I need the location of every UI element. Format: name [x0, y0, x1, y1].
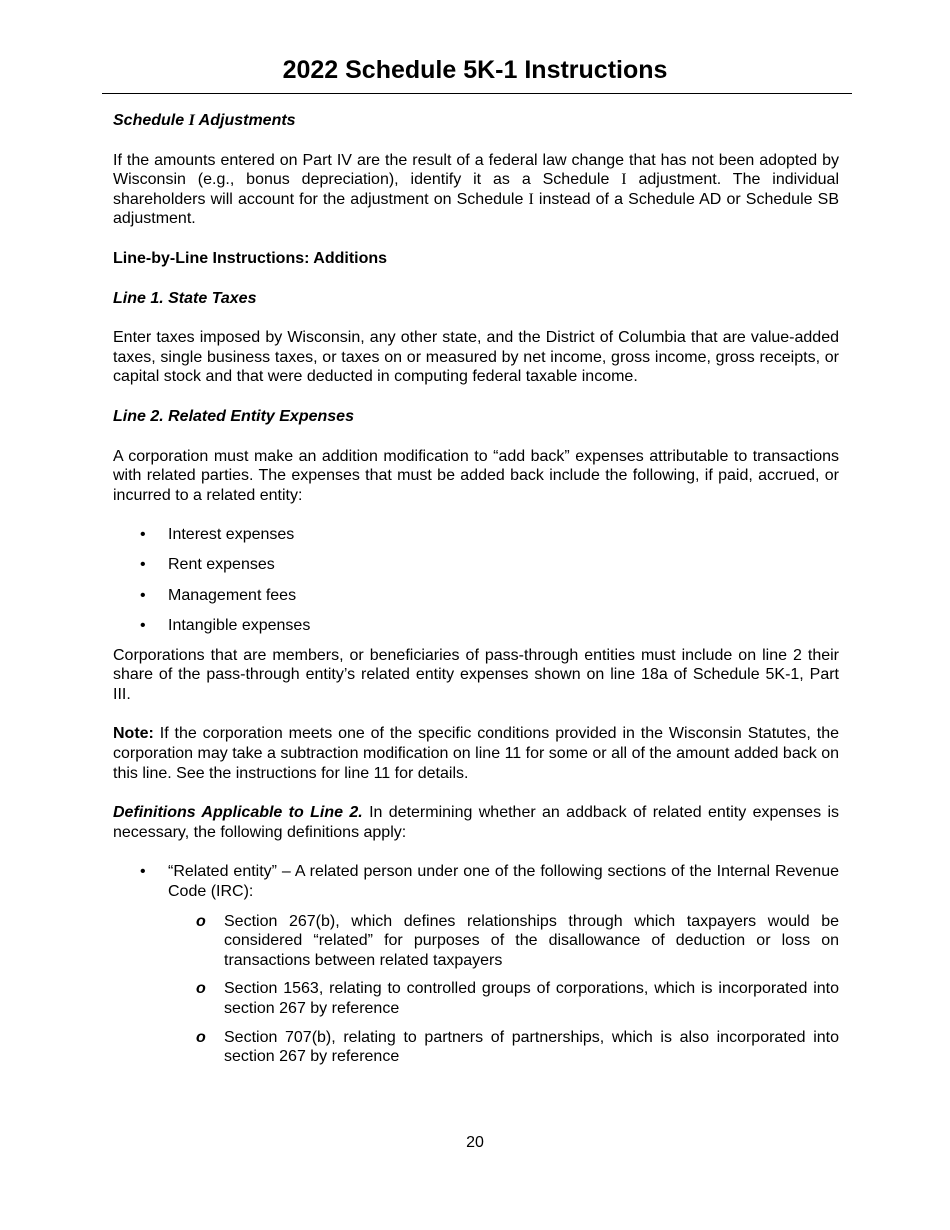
circle-bullet-icon: o [196, 980, 206, 998]
irc-section-list [168, 912, 839, 1067]
line2-heading: Line 2. Related Entity Expenses [113, 407, 354, 425]
bullet-icon: • [140, 526, 146, 544]
list-item: • Rent expenses [140, 556, 275, 574]
document-body [113, 111, 839, 1076]
expense-list [113, 525, 839, 635]
list-item: o Section 267(b), which defines relationships through which taxpayers would be considered “related” for purposes of the disallowance of deduction or loss on transactions between related taxpayers [196, 912, 839, 969]
line2-intro-paragraph: A corporation must make an addition modification to “add back” expenses attributable to transactions with related parties. The expenses that must be added back include the following, if paid, accrued, or incurred to a related entity: [113, 447, 839, 504]
definitions-label: Definitions Applicable to Line 2. [113, 804, 363, 822]
list-item: o Section 1563, relating to controlled groups of corporations, which is incorporated into section 267 by reference [196, 980, 839, 1017]
note-paragraph: Note: If the corporation meets one of the specific conditions provided in the Wisconsin Statutes, the corporation may take a subtraction modification on line 11 for some or all of the amount added back on this line. See the instructions for line 11 for details. [113, 725, 839, 782]
bullet-icon: • [140, 863, 146, 881]
bullet-icon: • [140, 556, 146, 574]
schedule-i-paragraph: If the amounts entered on Part IV are the result of a federal law change that has not been adopted by Wisconsin (e.g., bonus depreciation), identify it as a Schedule I adjustment. The individual shareholders will account for the adjustment on Schedule I instead of a Schedule AD or Schedule SB adjustment. [113, 151, 839, 228]
page-number: 20 [466, 1134, 484, 1151]
members-paragraph: Corporations that are members, or beneficiaries of pass-through entities must include on line 2 their share of the pass-through entity’s related entity expenses shown on line 18a of Schedule 5K-1, Part III. [113, 646, 839, 703]
list-item: • Intangible expenses [140, 616, 311, 634]
definitions-list [113, 862, 839, 1066]
header-rule [102, 93, 852, 94]
page-title: 2022 Schedule 5K-1 Instructions [282, 56, 668, 84]
definitions-paragraph: Definitions Applicable to Line 2. In determining whether an addback of related entity expenses is necessary, the following definitions apply: [113, 804, 839, 841]
list-item: • Interest expenses [140, 526, 295, 544]
circle-bullet-icon: o [196, 1028, 206, 1046]
note-label: Note: [113, 725, 154, 743]
related-entity-definition: “Related entity” – A related person under one of the following sections of the Internal Revenue Code (IRC): [168, 863, 839, 901]
schedule-i-heading: Schedule I Adjustments [113, 112, 296, 129]
circle-bullet-icon: o [196, 912, 206, 930]
line1-paragraph: Enter taxes imposed by Wisconsin, any other state, and the District of Columbia that are value-added taxes, single business taxes, or taxes on or measured by net income, gross income, gross receipts, or capital stock and that were deducted in computing federal taxable income. [113, 329, 839, 386]
bullet-icon: • [140, 586, 146, 604]
list-item [113, 862, 839, 1066]
line1-heading: Line 1. State Taxes [113, 289, 257, 307]
bullet-icon: • [140, 616, 146, 634]
additions-heading: Line-by-Line Instructions: Additions [113, 249, 388, 267]
list-item: • Management fees [140, 586, 297, 604]
list-item: o Section 707(b), relating to partners of partnerships, which is also incorporated into section 267 by reference [196, 1028, 839, 1066]
